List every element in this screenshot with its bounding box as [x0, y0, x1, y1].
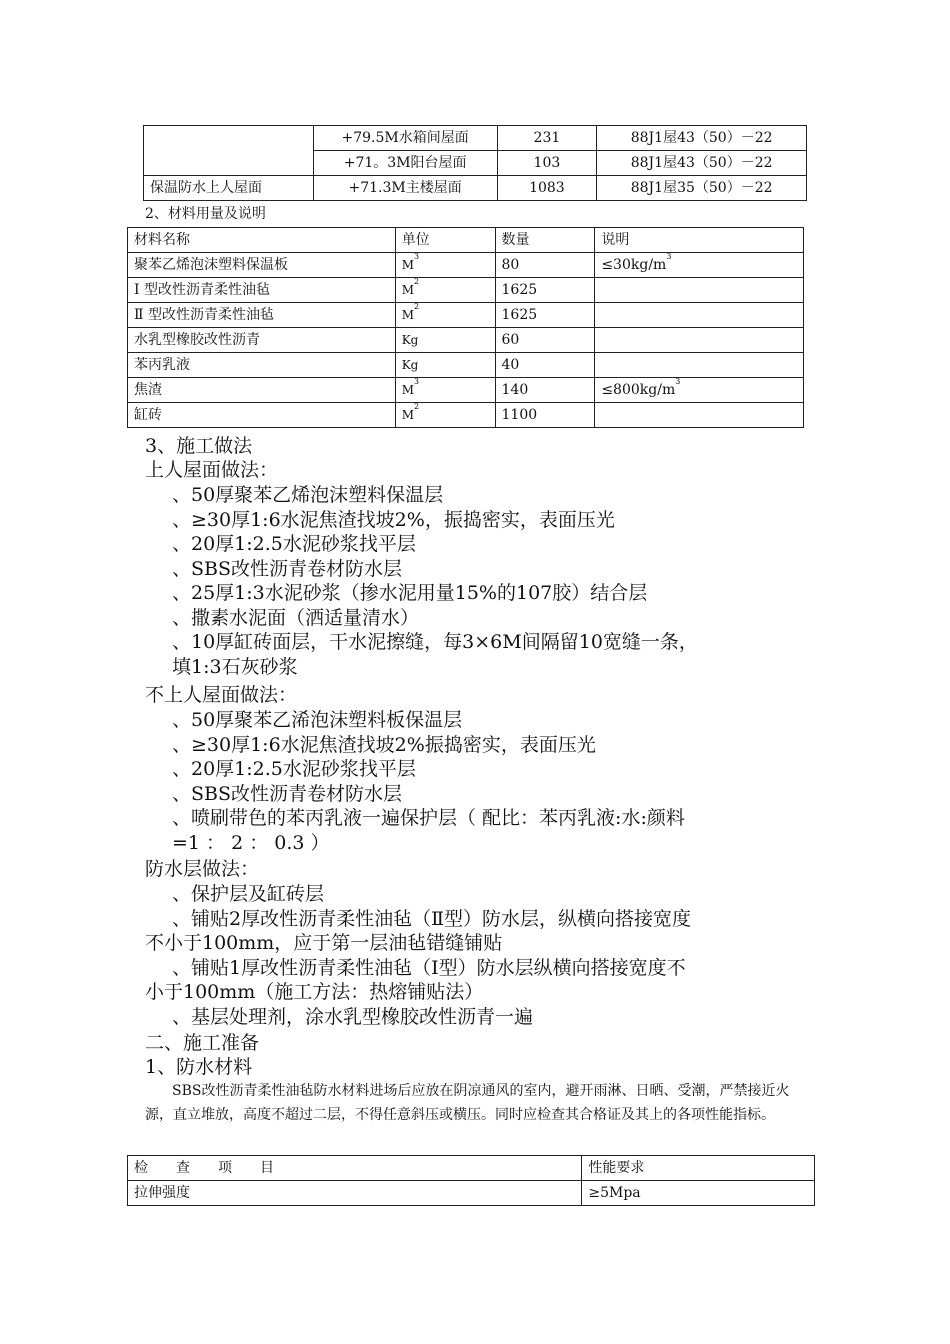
table-cell: $\le 800kg/m^3$: [595, 378, 804, 403]
table-cell: 80: [495, 253, 595, 278]
table-cell: Kg: [395, 353, 495, 378]
step-line: 填1:3石灰砂浆: [172, 655, 298, 678]
step-line: 、10厚缸砖面层，干水泥擦缝，每3×6M间隔留10宽缝一条，: [172, 631, 698, 653]
section-heading: 3、施工做法: [145, 435, 253, 457]
step-line: 、铺贴1厚改性沥青柔性油毡（Ⅰ型）防水层纵横向搭接宽度不: [172, 956, 686, 979]
table-cell: +71.3M主楼屋面: [313, 176, 497, 201]
table-header-row: [128, 228, 804, 253]
table-cell: 140: [495, 378, 595, 403]
table-cell: [144, 126, 314, 176]
table-cell: Ⅱ 型改性沥青柔性油毡: [128, 303, 396, 328]
table-row: [128, 1181, 815, 1206]
table-cell: 1625: [495, 278, 595, 303]
table-row: [144, 126, 807, 151]
step-line: 、20厚1:2.5水泥砂浆找平层: [172, 758, 416, 780]
table-cell: 1625: [495, 303, 595, 328]
inspection-table: [127, 1155, 815, 1206]
table-cell: 1083: [497, 176, 597, 201]
table-cell: 拉伸强度: [128, 1181, 582, 1206]
table-cell: Kg: [395, 328, 495, 353]
table-cell: [595, 278, 804, 303]
table-cell: 40: [495, 353, 595, 378]
column-header: 性能要求: [582, 1156, 815, 1181]
step-line: 、≥30厚1:6水泥焦渣找坡2%振捣密实，表面压光: [172, 733, 596, 756]
column-header: 单位: [395, 228, 495, 253]
step-line: 、喷刷带色的苯丙乳液一遍保护层（ 配比：苯丙乳液:水:颜料: [172, 807, 685, 829]
table-cell: Ⅰ 型改性沥青柔性油毡: [128, 278, 396, 303]
roof-area-table: [143, 125, 807, 201]
table-cell: 88J1屋43（50）－22: [597, 151, 807, 176]
table-cell: $M^3$: [395, 253, 495, 278]
table-row: [144, 176, 807, 201]
table-row: [128, 328, 804, 353]
subsection-heading: 1、防水材料: [145, 1056, 253, 1078]
table-cell: $\le 30kg/m^3$: [595, 253, 804, 278]
table-cell: 水乳型橡胶改性沥青: [128, 328, 396, 353]
subsection-heading: 不上人屋面做法：: [145, 684, 298, 706]
table-cell: 苯丙乳液: [128, 353, 396, 378]
column-header: 检 查 项 目: [128, 1156, 582, 1181]
table-cell: 88J1屋43（50）－22: [597, 126, 807, 151]
column-header: 材料名称: [128, 228, 396, 253]
table-cell: [595, 303, 804, 328]
table-header-row: [128, 1156, 815, 1181]
table-cell: +79.5M水箱间屋面: [313, 126, 497, 151]
step-line: 不小于100mm，应于第一层油毡错缝铺贴: [145, 932, 503, 954]
part-heading: 二、施工准备: [145, 1032, 260, 1054]
step-line: =1 ： 2 ： 0.3 ）: [172, 831, 330, 854]
table-cell: 1100: [495, 403, 595, 428]
table-cell: 231: [497, 126, 597, 151]
table-cell: 保温防水上人屋面: [144, 176, 314, 201]
step-line: 、25厚1:3水泥砂浆（掺水泥用量15%的107胶）结合层: [172, 582, 648, 604]
subsection-heading: 上人屋面做法：: [145, 459, 279, 481]
table-cell: 聚苯乙烯泡沫塑料保温板: [128, 253, 396, 278]
step-line: 、SBS改性沥青卷材防水层: [172, 557, 402, 580]
table-cell: $M^2$: [395, 303, 495, 328]
table-cell: $M^2$: [395, 403, 495, 428]
step-line: 、保护层及缸砖层: [172, 883, 325, 905]
step-line: 、撒素水泥面（洒适量清水）: [172, 606, 420, 629]
step-line: 、铺贴2厚改性沥青柔性油毡（Ⅱ型）防水层，纵横向搭接宽度: [172, 907, 692, 930]
step-line: 小于100mm（施工方法：热熔铺贴法）: [145, 981, 484, 1003]
materials-paragraph: SBS改性沥青柔性油毡防水材料进场后应放在阴凉通风的室内，避开雨淋、日晒、受潮，严禁接近火源，直立堆放，高度不超过二层，不得任意斜压或横压。同时应检查其合格证及其上的各项性能指标。: [145, 1083, 790, 1123]
table-row: [128, 303, 804, 328]
column-header: 数量: [495, 228, 595, 253]
column-header: 说明: [595, 228, 804, 253]
table-cell: [595, 328, 804, 353]
table-row: [128, 403, 804, 428]
table-row: [128, 378, 804, 403]
step-line: 、50厚聚苯乙浠泡沫塑料板保温层: [172, 709, 463, 731]
step-line: 、SBS改性沥青卷材防水层: [172, 782, 402, 805]
table-row: [128, 353, 804, 378]
table-row: [128, 253, 804, 278]
materials-table: [127, 227, 804, 428]
section-heading: 2、材料用量及说明: [145, 206, 266, 222]
table-cell: 103: [497, 151, 597, 176]
table-cell: [595, 403, 804, 428]
subsection-heading: 防水层做法：: [145, 858, 260, 880]
table-cell: 88J1屋35（50）－22: [597, 176, 807, 201]
step-line: 、50厚聚苯乙烯泡沫塑料保温层: [172, 484, 444, 506]
step-line: 、基层处理剂，涂水乳型橡胶改性沥青一遍: [172, 1005, 534, 1028]
table-cell: 60: [495, 328, 595, 353]
step-line: 、≥30厚1:6水泥焦渣找坡2%，振捣密实，表面压光: [172, 508, 615, 531]
table-cell: [595, 353, 804, 378]
table-row: [128, 278, 804, 303]
step-line: 、20厚1:2.5水泥砂浆找平层: [172, 533, 416, 555]
table-cell: 焦渣: [128, 378, 396, 403]
table-cell: 缸砖: [128, 403, 396, 428]
table-cell: ≥5Mpa: [582, 1181, 815, 1206]
table-cell: $M^3$: [395, 378, 495, 403]
table-cell: +71。3M阳台屋面: [313, 151, 497, 176]
table-cell: $M^2$: [395, 278, 495, 303]
